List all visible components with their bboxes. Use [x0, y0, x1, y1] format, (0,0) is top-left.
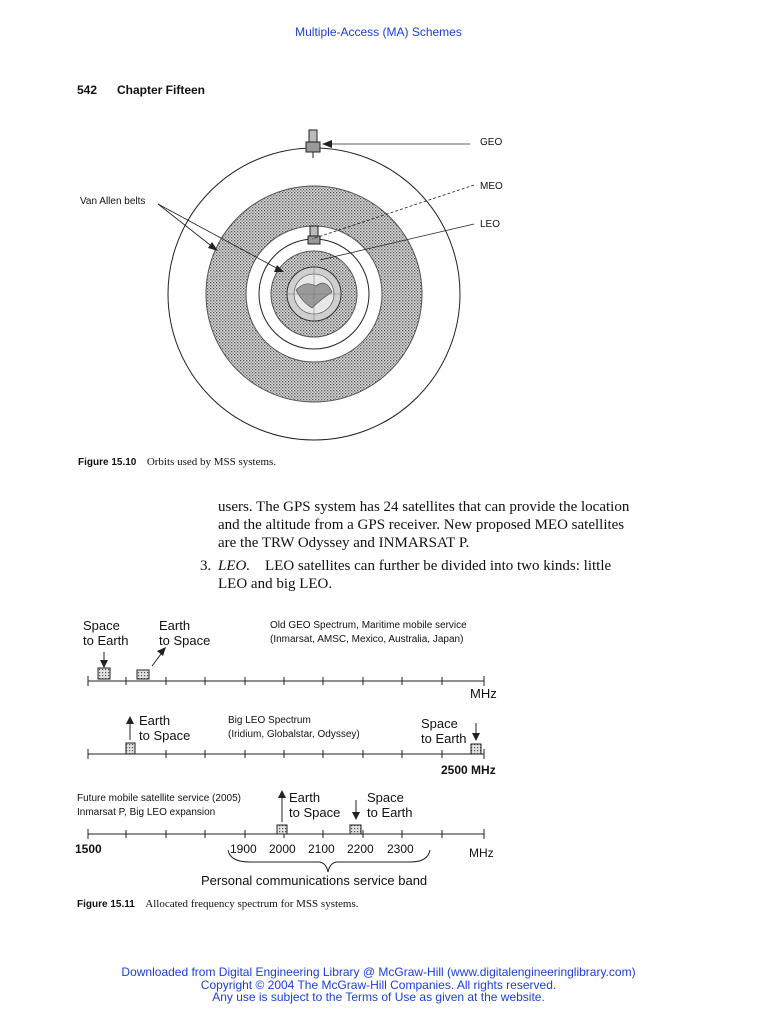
- pcs-band-label: Personal communications service band: [201, 873, 428, 888]
- row2-earth-to-space-label: Earth to Space: [139, 713, 191, 743]
- row3-description: Future mobile satellite service (2005) Inmarsat P, Big LEO expansion: [77, 793, 241, 818]
- body-line-3: are the TRW Odyssey and INMARSAT P.: [218, 535, 470, 551]
- row2-space-to-earth-band: [471, 744, 481, 754]
- row3-earth-to-space-label: Earth to Space: [289, 790, 341, 820]
- geo-label: GEO: [480, 137, 503, 148]
- row3-space-to-earth-band: [350, 825, 361, 834]
- row2-earth-to-space-band: [126, 743, 135, 754]
- row3-tick-2100: 2100: [308, 842, 335, 856]
- row2-axis: [88, 749, 484, 759]
- footer-copyright: Copyright © 2004 The McGraw-Hill Companies. All rights reserved.: [200, 978, 557, 992]
- leo-label: LEO: [480, 219, 501, 230]
- row2-space-to-earth-label: Space to Earth: [421, 716, 467, 746]
- page-number: 542: [77, 83, 98, 97]
- row3-tick-2200: 2200: [347, 842, 374, 856]
- list-item-number: 3.: [200, 558, 212, 574]
- orbits-figure: [0, 120, 757, 450]
- leo-satellite-icon: [308, 226, 320, 244]
- row1-space-to-earth-band: [98, 668, 110, 679]
- figure-1511-caption-text: Allocated frequency spectrum for MSS systems.: [145, 898, 359, 910]
- row3-space-to-earth-label: Space to Earth: [367, 790, 413, 820]
- meo-label: MEO: [480, 181, 503, 192]
- row1-unit: MHz: [470, 686, 497, 701]
- geo-satellite-icon: [306, 130, 320, 158]
- figure-1510-caption: [78, 452, 276, 470]
- footer-terms: Any use is subject to the Terms of Use as given at the website.: [212, 990, 545, 1004]
- van-allen-label: Van Allen belts: [80, 196, 146, 207]
- row3-tick-1500: 1500: [75, 842, 102, 856]
- row1-description: Old GEO Spectrum, Maritime mobile service (Inmarsat, AMSC, Mexico, Australia, Japan): [270, 620, 467, 645]
- body-line-2: and the altitude from a GPS receiver. New proposed MEO satellites: [218, 517, 625, 533]
- row1-earth-to-space-band: [137, 670, 149, 679]
- row3-unit: MHz: [469, 846, 494, 860]
- list-item-term: LEO.: [218, 558, 251, 574]
- row3-tick-2000: 2000: [269, 842, 296, 856]
- row3-tick-2300: 2300: [387, 842, 414, 856]
- figure-1510-caption-label: Figure 15.10: [78, 457, 137, 468]
- row2-freq-label: 2500 MHz: [441, 763, 496, 777]
- figure-1511-caption: [77, 894, 359, 912]
- list-item-line-2: LEO and big LEO.: [218, 576, 333, 592]
- row3-earth-to-space-band: [277, 825, 287, 834]
- chapter-title: Chapter Fifteen: [117, 83, 206, 97]
- row3-tick-1900: 1900: [230, 842, 257, 856]
- list-item-line-1: LEO satellites can further be divided into two kinds: little: [265, 558, 612, 574]
- footer-download-link[interactable]: Downloaded from Digital Engineering Library @ McGraw-Hill (www.digitalengineeringlibrary.com): [121, 965, 636, 979]
- figure-1511-caption-label: Figure 15.11: [77, 899, 135, 910]
- figure-1510-caption-text: Orbits used by MSS systems.: [146, 456, 277, 468]
- running-title-link[interactable]: Multiple-Access (MA) Schemes: [295, 25, 462, 39]
- row1-space-to-earth-label: Space to Earth: [83, 618, 129, 648]
- row1-earth-to-space-label: Earth to Space: [159, 618, 211, 648]
- body-line-1: users. The GPS system has 24 satellites that can provide the location: [218, 499, 630, 515]
- row2-description: Big LEO Spectrum (Iridium, Globalstar, Odyssey): [228, 715, 360, 740]
